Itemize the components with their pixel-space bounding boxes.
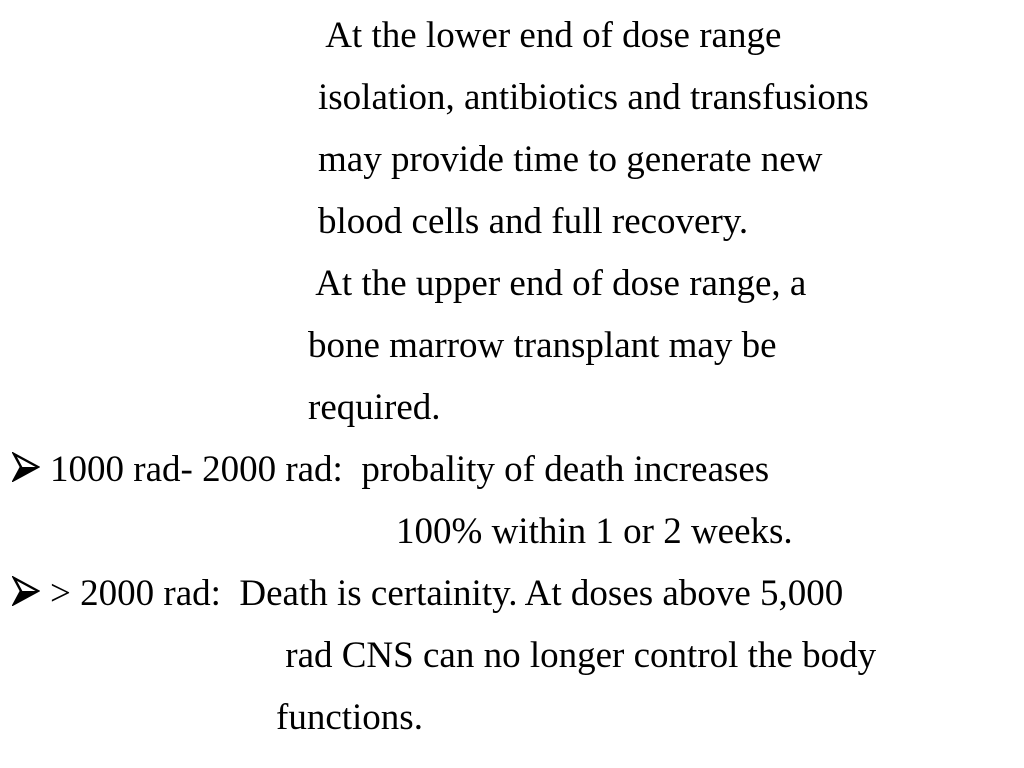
text-line-upper-end-3: required. — [308, 387, 441, 428]
bullet-text-1000-2000-rad: 1000 rad- 2000 rad: probality of death increases — [50, 449, 770, 490]
bullet-text-over-2000-rad-cont-2: functions. — [276, 697, 423, 738]
bullet-text-over-2000-rad-cont-1: rad CNS can no longer control the body — [276, 635, 877, 676]
bullet-text-1000-2000-rad-cont: 100% within 1 or 2 weeks. — [396, 511, 793, 552]
bullet-text-over-2000-rad: > 2000 rad: Death is certainity. At doses above 5,000 — [50, 573, 844, 614]
arrowhead-bullet-icon — [12, 576, 40, 606]
text-line-lower-end-2: isolation, antibiotics and transfusions — [318, 77, 869, 118]
text-line-upper-end-1: At the upper end of dose range, a — [308, 263, 807, 304]
arrowhead-bullet-icon — [12, 452, 40, 482]
text-line-upper-end-2: bone marrow transplant may be — [308, 325, 777, 366]
text-line-lower-end-1: At the lower end of dose range — [318, 15, 782, 56]
text-line-lower-end-3: may provide time to generate new — [318, 139, 823, 180]
text-line-lower-end-4: blood cells and full recovery. — [318, 201, 749, 242]
